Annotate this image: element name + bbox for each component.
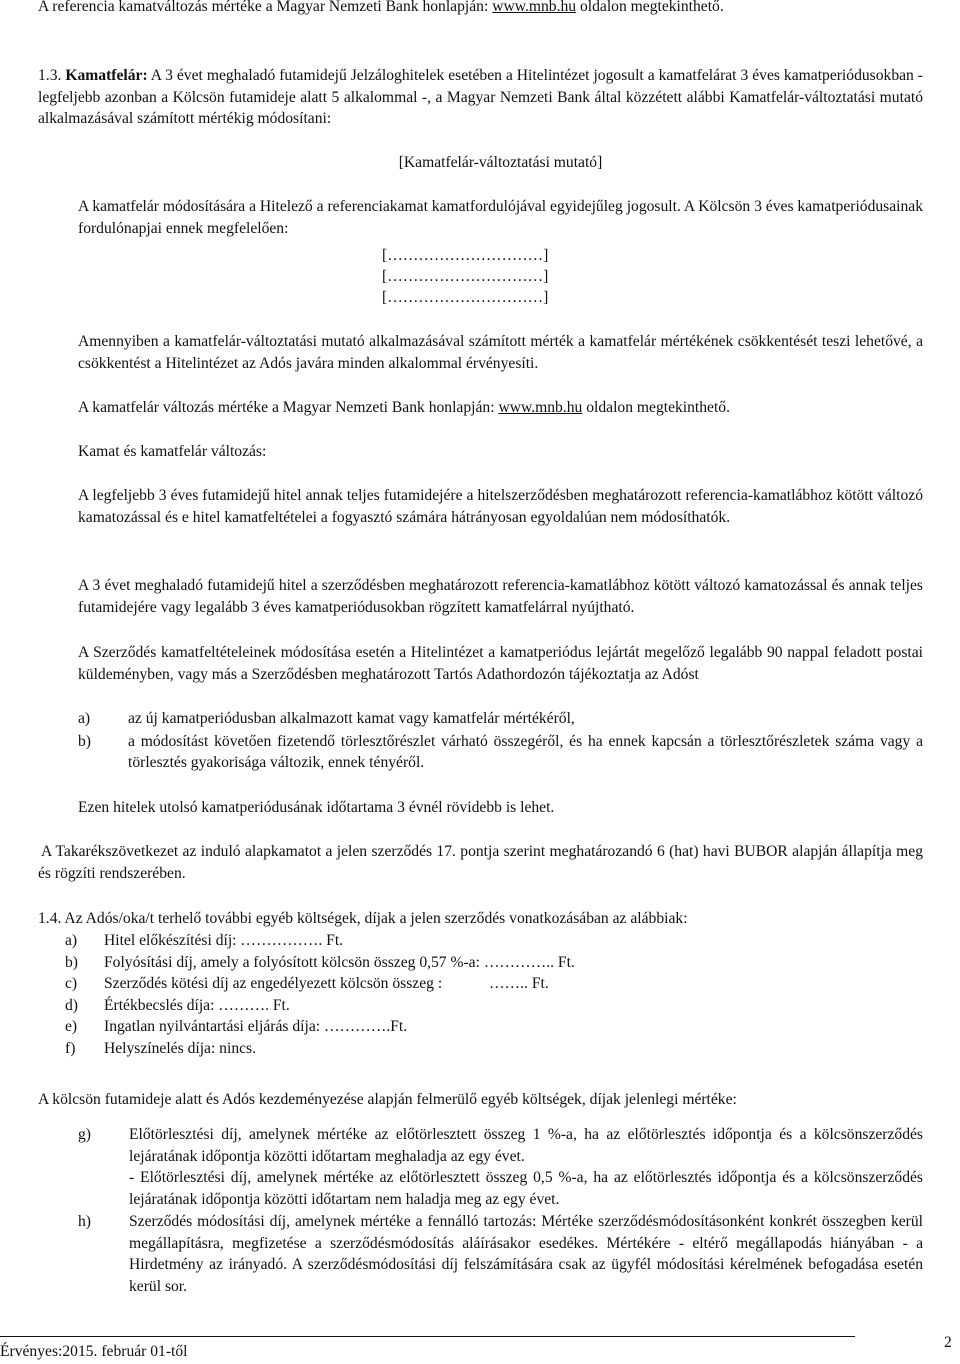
date-placeholder-1: […………………………] bbox=[382, 247, 549, 264]
modification-paragraph: A kamatfelár módosítására a Hitelező a referenciakamat kamatfordulójával egyidejűleg jogosult. A Kölcsön 3 éves kamatperiódusainak fordulónapjai ennek megfelelően: bbox=[78, 198, 923, 237]
list-item: b) a módosítást követően fizetendő törlesztőrészlet várható összegéről, és ha ennek kapcsán a törlesztőrészletek száma vagy a törlesztés gyakorisága változik, ennek tényéről. bbox=[78, 732, 923, 771]
footer-validity: Érvényes:2015. február 01-től bbox=[0, 1343, 188, 1360]
kamat-paragraph-1: A legfeljebb 3 éves futamidejű hitel annak teljes futamidejére a hitelszerződésben meghatározott referencia-kamatlábhoz kötött változó kamatozással és e hitel kamatfeltételei a fogyasztó számára hátrányosan egyoldalúan nem módosíthatók. bbox=[78, 487, 923, 526]
other-costs-list bbox=[78, 1124, 923, 1297]
indicator-placeholder: [Kamatfelár-változtatási mutató] bbox=[398, 154, 603, 171]
section-1-4-heading: 1.4. Az Adós/oka/t terhelő további egyéb költségek, díjak a jelen szerződés vonatkozásában az alábbiak: bbox=[38, 910, 688, 927]
date-placeholder-2: […………………………] bbox=[382, 268, 549, 285]
mnb-paragraph: A kamatfelár változás mértéke a Magyar Nemzeti Bank honlapján: www.mnb.hu oldalon megtekinthető. bbox=[78, 399, 731, 416]
section-1-3-paragraph: 1.3. Kamatfelár: A 3 évet meghaladó futamidejű Jelzáloghitelek esetében a Hitelintézet jogosult a kamatfelárat 3 éves kamatperiódusokban - legfeljebb azonban a Kölcsön futamideje alatt 5 alkalommal -, a Magyar Nemzeti Bank által közzétett alábbi Kamatfelár-változtatási mutató alkalmazásával számított mértékig módosítani: bbox=[38, 67, 923, 127]
list-item: b) Folyósítási díj, amely a folyósított kölcsön összeg 0,57 %-a: ………….. Ft. bbox=[65, 953, 575, 971]
list-item: d) Értékbecslés díja: ………. Ft. bbox=[65, 996, 290, 1014]
intro-line: A referencia kamatváltozás mértéke a Magyar Nemzeti Bank honlapján: www.mnb.hu oldalon megtekinthető. bbox=[38, 0, 724, 15]
list-item: h) Szerződés módosítási díj, amelynek mértéke a fennálló tartozás: Mértéke szerződésmódosításonként konkrét összegben kerül megállapításra, megfizetése a szerződésmódosítás aláírásakor esedékes. Mértékére - eltérő megállapodás hiányában - a Hirdetmény az irányadó. A szerződésmódosítási díj felszámítására csak az ügyfél módosítási kérelmének befogadása esetén kerül sor. bbox=[78, 1213, 923, 1295]
kamat-paragraph-3: A Szerződés kamatfeltételeinek módosítása esetén a Hitelintézet a kamatperiódus lejártát megelőző legalább 90 nappal feladott postai küldeményben, vagy más a Szerződésben meghatározott Tartós Adathordozón tájékoztatja az Adóst bbox=[78, 644, 923, 683]
list-item: f) Helyszínelés díja: nincs. bbox=[65, 1039, 257, 1057]
date-placeholder-3: […………………………] bbox=[382, 289, 549, 306]
notification-list bbox=[78, 708, 923, 774]
list-item: g) Előtörlesztési díj, amelynek mértéke az előtörlesztett összeg 1 %-a, ha az előtörlesztés időpontja és a kölcsönszerződés lejáratának időpontja közötti időtartam meghaladja az egy évet. - Előtörlesztési díj, amelynek mértéke az előtörlesztett összeg 0,5 %-a, ha az előtörlesztés időpontja és a kölcsönszerződés lejáratának időpontja közötti időtartam nem haladja meg az egy évet. bbox=[78, 1126, 923, 1208]
last-period-paragraph: Ezen hitelek utolsó kamatperiódusának időtartama 3 évnél rövidebb is lehet. bbox=[78, 799, 555, 816]
list-item: c) Szerződés kötési díj az engedélyezett kölcsön összeg : …….. Ft. bbox=[65, 975, 549, 992]
fee-list bbox=[65, 930, 923, 1059]
list-item: a) Hitel előkészítési díj: ……………. Ft. bbox=[65, 932, 344, 949]
reduction-paragraph: Amennyiben a kamatfelár-változtatási mutató alkalmazásával számított mérték a kamatfelár mértékének csökkentését teszi lehetővé, a csökkentést a Hitelintézet az Adós javára minden alkalommal érvényesíti. bbox=[78, 333, 923, 372]
takarek-paragraph: A Takarékszövetkezet az induló alapkamatot a jelen szerződés 17. pontja szerint meghatározandó 6 (hat) havi BUBOR alapján állapítja meg és rögzíti rendszerében. bbox=[38, 843, 923, 882]
footer-rule bbox=[0, 1336, 855, 1337]
kamat-paragraph-2: A 3 évet meghaladó futamidejű hitel a szerződésben meghatározott referencia-kamatlábhoz kötött változó kamatozással és annak teljes futamidejére vagy legalább 3 éves kamatperiódusokban rögzített kamatfelárral nyújtható. bbox=[78, 577, 923, 616]
mnb-link[interactable]: www.mnb.hu bbox=[492, 0, 577, 15]
section-1-3-heading: Kamatfelár: bbox=[65, 67, 148, 84]
other-costs-intro: A kölcsön futamideje alatt és Adós kezdeményezése alapján felmerülő egyéb költségek, díjak jelenlegi mértéke: bbox=[38, 1091, 737, 1108]
kamat-valtozas-title: Kamat és kamatfelár változás: bbox=[78, 443, 267, 460]
mnb-link-2[interactable]: www.mnb.hu bbox=[498, 399, 583, 416]
list-item: a) az új kamatperiódusban alkalmazott kamat vagy kamatfelár mértékéről, bbox=[78, 710, 575, 727]
list-item: e) Ingatlan nyilvántartási eljárás díja: ………….Ft. bbox=[65, 1018, 408, 1035]
page-number: 2 bbox=[944, 1334, 952, 1351]
